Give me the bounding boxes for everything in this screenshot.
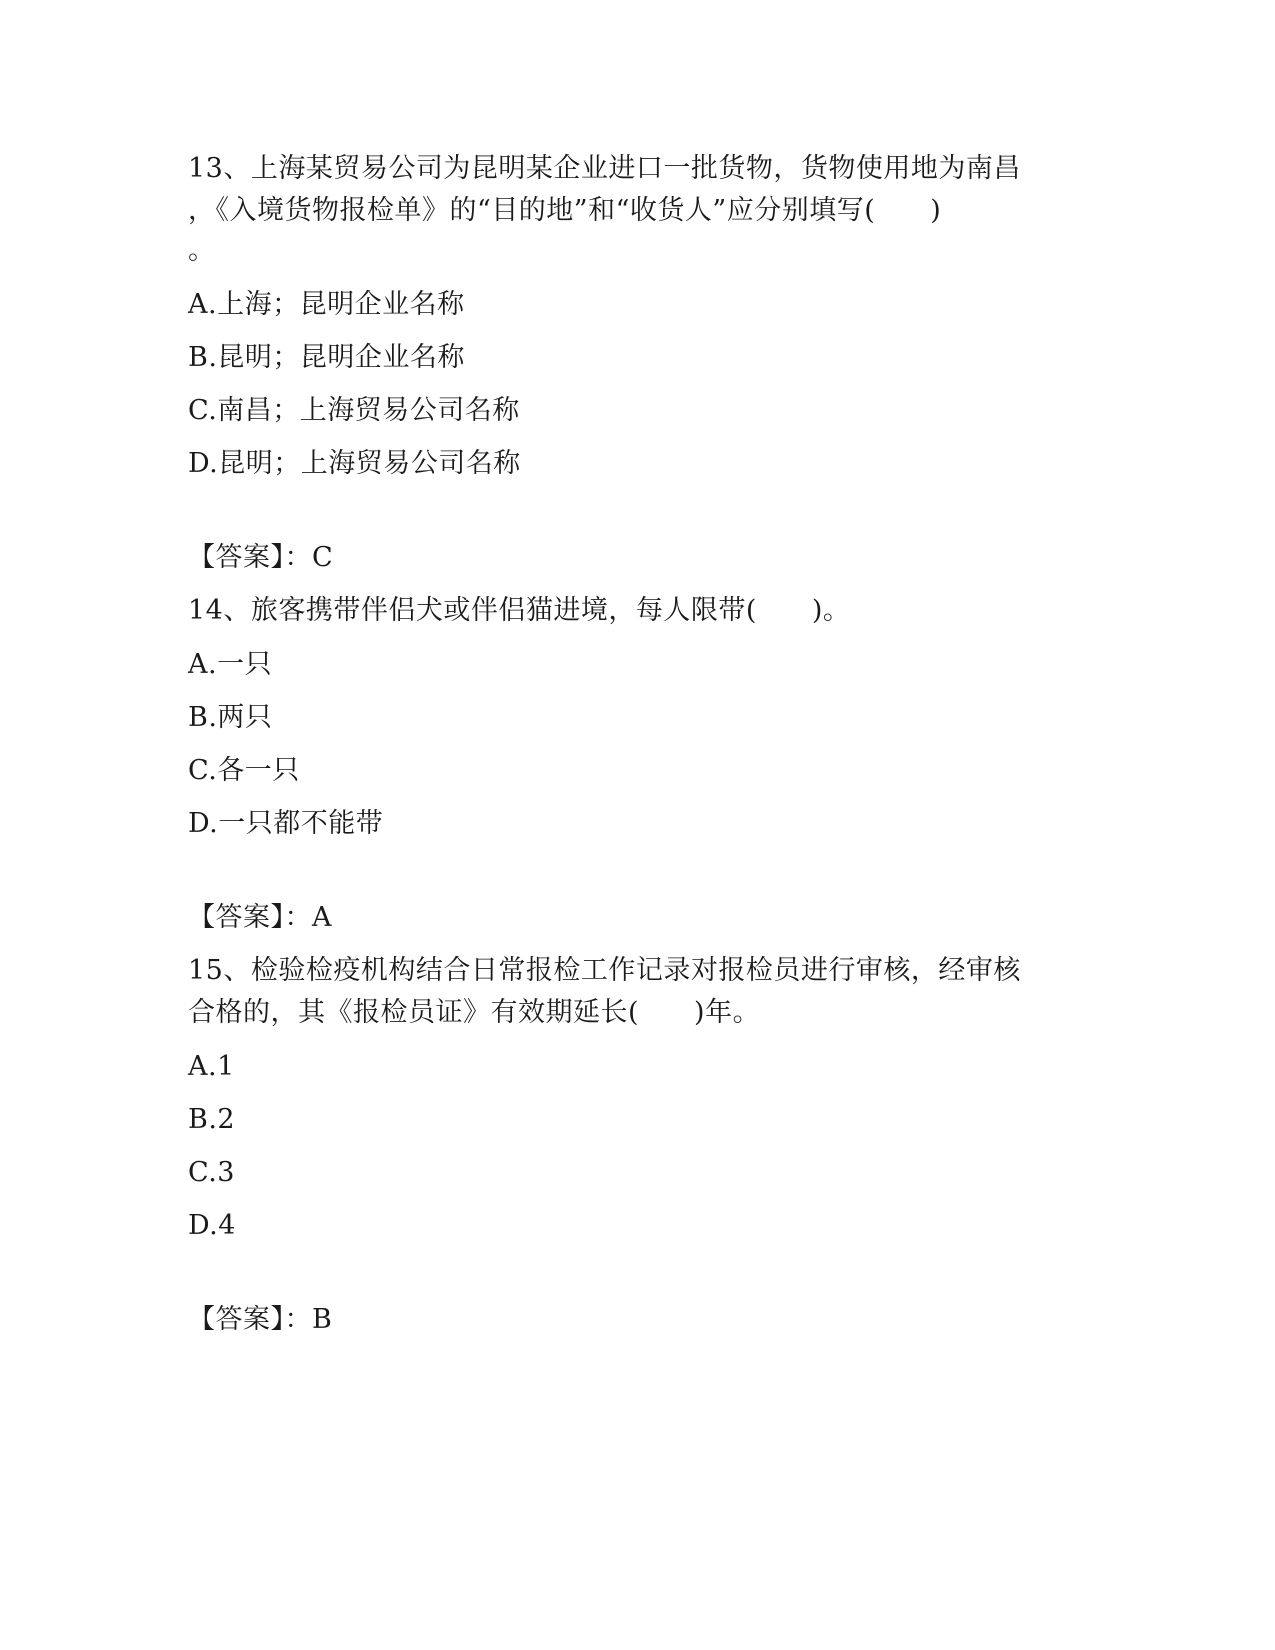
answer-label: 【答案】：C <box>188 542 334 573</box>
answer-label: 【答案】：B <box>188 1304 333 1335</box>
option-d: D.一只都不能带 <box>188 808 384 839</box>
option-b: B.两只 <box>188 702 273 733</box>
option-b: B.2 <box>188 1104 236 1135</box>
option-c: C.3 <box>188 1157 235 1188</box>
option-a: A.上海；昆明企业名称 <box>188 289 465 320</box>
answer-label: 【答案】：A <box>188 902 332 933</box>
option-c: C.各一只 <box>188 755 300 786</box>
question-stem-line: ，《入境货物报检单》的“目的地”和“收货人”应分别填写( ) <box>188 195 942 226</box>
question-stem-line: 13、上海某贸易公司为昆明某企业进口一批货物，货物使用地为南昌 <box>188 153 1021 184</box>
option-b: B.昆明；昆明企业名称 <box>188 342 465 373</box>
question-stem-line: 15、检验检疫机构结合日常报检工作记录对报检员进行审核，经审核 <box>188 955 1021 986</box>
question-stem-line: 合格的，其《报检员证》有效期延长( )年。 <box>188 997 761 1028</box>
option-c: C.南昌；上海贸易公司名称 <box>188 395 520 426</box>
question-stem-line: 。 <box>188 235 216 266</box>
option-d: D.昆明；上海贸易公司名称 <box>188 448 521 479</box>
option-d: D.4 <box>188 1210 236 1241</box>
question-stem-line: 14、旅客携带伴侣犬或伴侣猫进境，每人限带( )。 <box>188 595 851 626</box>
option-a: A.1 <box>188 1051 235 1082</box>
option-a: A.一只 <box>188 649 273 680</box>
